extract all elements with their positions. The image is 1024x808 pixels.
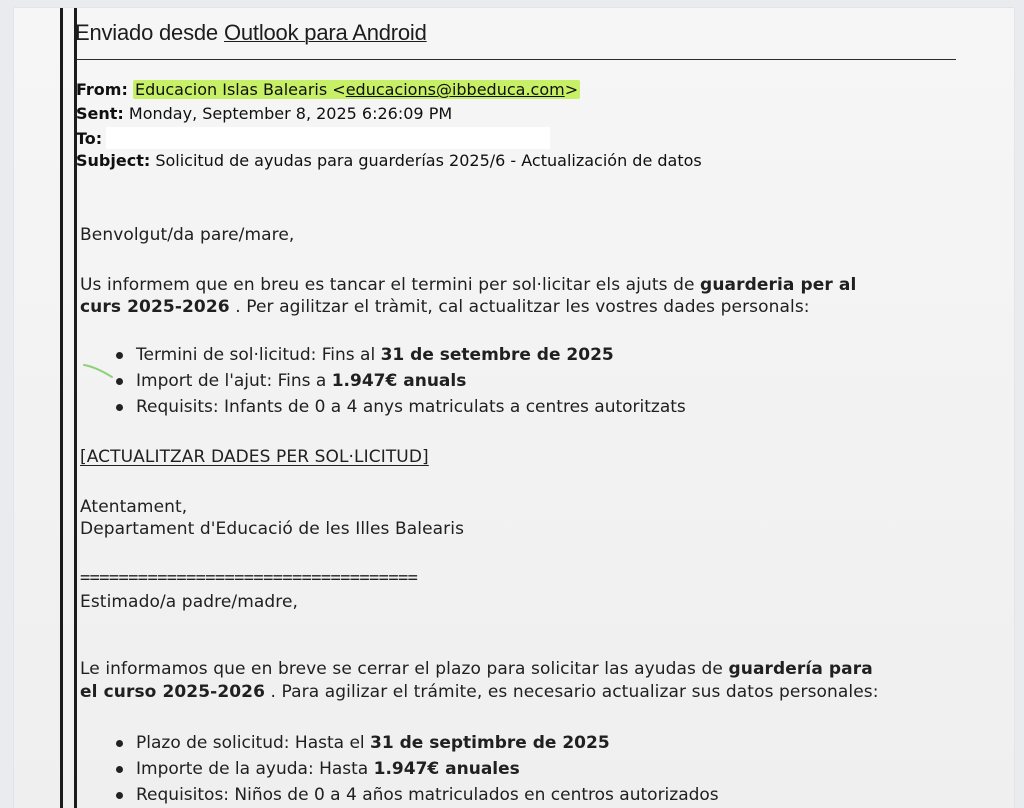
catalan-intro-2a: curs 2025-2026 bbox=[80, 297, 230, 317]
spanish-greeting: Estimado/a padre/madre, bbox=[80, 592, 299, 612]
printed-email-page bbox=[14, 8, 1014, 808]
catalan-intro-2b: . Per agilitzar el tràmit, cal actualitzar les vostres dades personals: bbox=[229, 297, 810, 317]
bullet-bold: 31 de setembre de 2025 bbox=[380, 345, 614, 365]
sent-value: Monday, September 8, 2025 6:26:09 PM bbox=[128, 104, 453, 123]
from-email[interactable]: educacions@ibbeduca.com bbox=[345, 80, 565, 99]
spanish-intro-1b: guardería para bbox=[728, 659, 873, 679]
outlook-link[interactable]: Outlook para Android bbox=[223, 20, 427, 45]
bullet-bold: 31 de septimbre de 2025 bbox=[370, 733, 610, 753]
bullet-dot bbox=[116, 352, 123, 359]
bullet-dot bbox=[116, 766, 123, 773]
bullet-text: Requisitos: Niños de 0 a 4 años matriculados en centros autorizados bbox=[136, 785, 719, 805]
list-item bbox=[114, 368, 686, 394]
redacted-recipient bbox=[106, 127, 550, 149]
list-item bbox=[114, 394, 686, 420]
catalan-intro-1a: Us informem que en breu es tancar el termini per sol·licitar els ajuts de bbox=[80, 275, 701, 295]
subject-value: Solicitud de ayudas para guarderías 2025/6 - Actualización de datos bbox=[155, 151, 702, 170]
catalan-intro-line-1 bbox=[80, 275, 856, 295]
bullet-bold: 1.947€ anuals bbox=[331, 371, 467, 391]
bullet-dot bbox=[116, 740, 123, 747]
bullet-text: Requisits: Infants de 0 a 4 anys matriculats a centres autoritzats bbox=[136, 397, 686, 417]
header-divider bbox=[76, 59, 956, 60]
to-line bbox=[76, 127, 550, 149]
spanish-intro-1a: Le informamos que en breve se cerrar el plazo para solicitar las ayudas de bbox=[80, 659, 729, 679]
spanish-intro-2b: . Para agilizar el trámite, es necesario actualizar sus datos personales: bbox=[265, 682, 879, 702]
subject-line bbox=[76, 151, 702, 170]
margin-line-left bbox=[60, 8, 63, 808]
sent-line bbox=[76, 104, 452, 123]
bullet-dot bbox=[116, 378, 123, 385]
bullet-text: Importe de la ayuda: Hasta bbox=[136, 759, 374, 779]
section-separator: =================================== bbox=[80, 568, 418, 588]
green-pen-mark bbox=[82, 361, 116, 381]
sent-label: Sent: bbox=[76, 104, 124, 123]
catalan-intro-line-2 bbox=[80, 297, 810, 317]
list-item bbox=[114, 342, 686, 368]
spanish-bullet-list bbox=[114, 730, 719, 808]
spanish-intro-line-1 bbox=[80, 659, 873, 679]
forwarded-footer bbox=[75, 20, 427, 46]
spanish-intro-2a: el curso 2025-2026 bbox=[80, 682, 266, 702]
list-item bbox=[114, 782, 719, 808]
list-item bbox=[114, 756, 719, 782]
bullet-text: Termini de sol·licitud: Fins al bbox=[136, 345, 381, 365]
catalan-greeting: Benvolgut/da pare/mare, bbox=[80, 225, 295, 245]
bullet-text: Import de l'ajut: Fins a bbox=[136, 371, 332, 391]
spanish-intro-line-2 bbox=[80, 682, 879, 702]
catalan-intro-1b: guarderia per al bbox=[700, 275, 857, 295]
catalan-closing: Atentament, bbox=[80, 497, 188, 517]
from-name: Educacion Islas Balearis bbox=[134, 80, 328, 99]
update-data-link-line bbox=[80, 447, 429, 467]
bullet-text: Plazo de solicitud: Hasta el bbox=[136, 733, 371, 753]
list-item bbox=[114, 730, 719, 756]
catalan-bullet-list bbox=[114, 342, 686, 420]
from-highlight: Educacion Islas Balearis <educacions@ibbeduca.com> bbox=[134, 80, 579, 99]
to-label: To: bbox=[76, 129, 103, 148]
subject-label: Subject: bbox=[76, 151, 151, 170]
forwarded-prefix: Enviado desde bbox=[75, 20, 218, 45]
from-label: From: bbox=[76, 80, 128, 99]
from-line bbox=[76, 80, 580, 99]
catalan-signature: Departament d'Educació de les Illes Balearis bbox=[80, 519, 465, 539]
bullet-dot bbox=[116, 404, 123, 411]
update-data-link[interactable]: [ACTUALITZAR DADES PER SOL·LICITUD] bbox=[80, 447, 429, 467]
bullet-bold: 1.947€ anuales bbox=[373, 759, 520, 779]
